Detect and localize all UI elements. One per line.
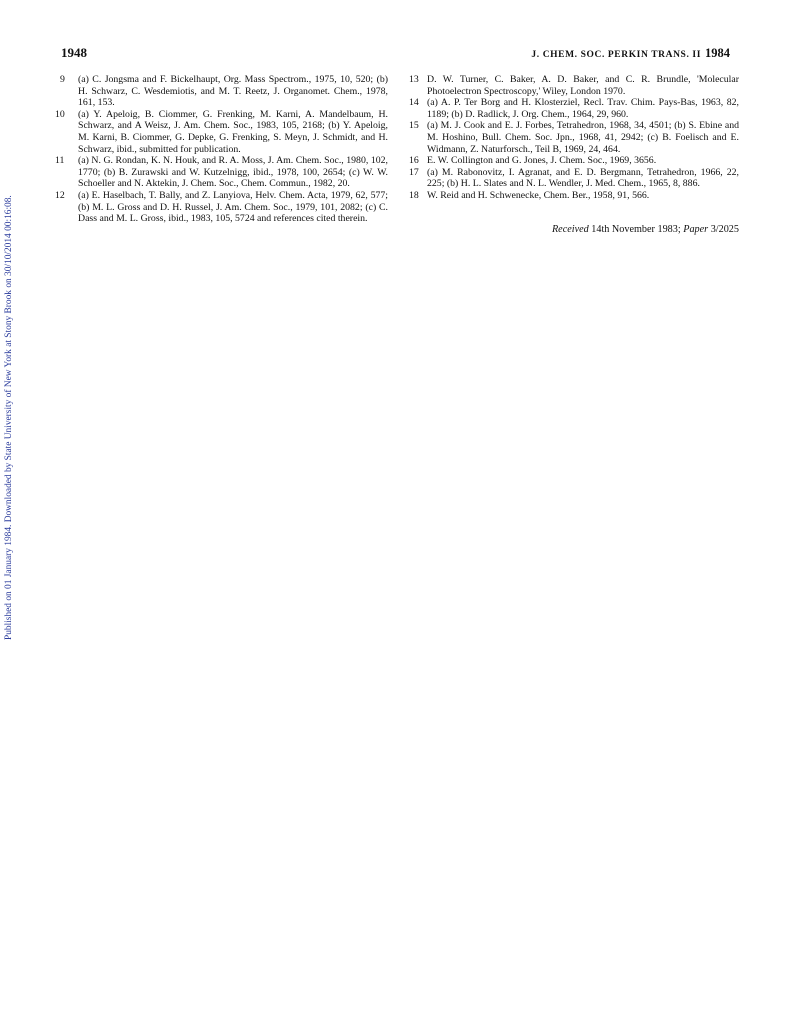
download-watermark — [0, 30, 20, 650]
page-header — [61, 45, 730, 61]
reference-item — [55, 189, 388, 225]
reference-number: 18 — [409, 189, 419, 201]
reference-text: (a) C. Jongsma and F. Bickelhaupt, Org. Mass Spectrom., 1975, 10, 520; (b) H. Schwarz, C. Wesdemiotis, and M. T. Reetz, J. Organomet. Chem., 1978, 161, 153. — [78, 74, 388, 109]
reference-number: 10 — [55, 108, 65, 120]
reference-text: (a) A. P. Ter Borg and H. Klosterziel, Recl. Trav. Chim. Pays-Bas, 1963, 82, 1189; (b) D. Radlick, J. Org. Chem., 1964, 29, 960. — [427, 97, 739, 120]
reference-number: 12 — [55, 189, 65, 201]
reference-number: 13 — [409, 74, 419, 85]
received-line — [409, 224, 739, 236]
reference-number: 11 — [55, 155, 65, 167]
reference-text: (a) E. Haselbach, T. Bally, and Z. Lanyiova, Helv. Chem. Acta, 1979, 62, 577; (b) M. L. Gross and D. H. Russel, J. Am. Chem. Soc., 1979, 101, 2082; (c) C. Dass and M. L. Gross, ibid., 1983, 105, 5724 and references cited therein. — [78, 189, 388, 225]
paper-label: Paper — [683, 223, 709, 235]
reference-text: (a) M. Rabonovitz, I. Agranat, and E. D. Bergmann, Tetrahedron, 1966, 22, 225; (b) H. L. Slates and N. L. Wendler, J. Med. Chem., 1965, 8, 886. — [427, 166, 739, 190]
reference-item — [409, 167, 739, 190]
reference-text: E. W. Collington and G. Jones, J. Chem. Soc., 1969, 3656. — [427, 155, 657, 167]
received-date: 14th November 1983; — [591, 223, 681, 235]
references-right-column — [409, 74, 739, 235]
reference-number: 16 — [409, 155, 419, 167]
reference-text: (a) N. G. Rondan, K. N. Houk, and R. A. Moss, J. Am. Chem. Soc., 1980, 102, 1770; (b) B. Zurawski and W. Kutzelnigg, ibid., 1978, 100, 2654; (c) W. W. Schoeller and N. Aktekin, J. Chem. Soc., Chem. Commun., 1982, 20. — [78, 155, 388, 190]
reference-item — [409, 97, 739, 120]
references-left-column — [55, 74, 388, 225]
journal-name: J. CHEM. SOC. PERKIN TRANS. II — [531, 50, 701, 60]
reference-number: 14 — [409, 97, 419, 109]
received-label: Received — [551, 223, 589, 235]
reference-number: 15 — [409, 120, 419, 132]
reference-item — [409, 155, 739, 167]
journal-year: 1984 — [705, 46, 730, 60]
paper-number: 3/2025 — [710, 223, 739, 235]
reference-item — [55, 108, 388, 155]
reference-item — [55, 155, 388, 190]
reference-text: W. Reid and H. Schwenecke, Chem. Ber., 1958, 91, 566. — [427, 189, 650, 201]
reference-number: 17 — [409, 166, 419, 178]
reference-item — [409, 74, 739, 97]
reference-item — [60, 74, 388, 109]
reference-item — [409, 190, 739, 202]
journal-title — [531, 46, 730, 61]
reference-text: D. W. Turner, C. Baker, A. D. Baker, and C. R. Brundle, 'Molecular Photoelectron Spectroscopy,' Wiley, London 1970. — [427, 74, 739, 97]
download-notice-text: Published on 01 January 1984. Downloaded by State University of New York at Stony Brook on 30/10/2014 00:16:08. — [4, 195, 14, 640]
reference-item — [409, 120, 739, 155]
reference-number: 9 — [60, 74, 65, 85]
page-number: 1948 — [61, 45, 87, 60]
reference-text: (a) Y. Apeloig, B. Ciommer, G. Frenking, M. Karni, A. Mandelbaum, H. Schwarz, and A Weisz, J. Am. Chem. Soc., 1983, 105, 2168; (b) Y. Apeloig, M. Karni, B. Ciommer, G. Depke, G. Frenking, S. Meyn, J. Schmidt, and H. Schwarz, ibid., submitted for publication. — [78, 108, 388, 155]
reference-text: (a) M. J. Cook and E. J. Forbes, Tetrahedron, 1968, 34, 4501; (b) S. Ebine and M. Hoshino, Bull. Chem. Soc. Jpn., 1968, 41, 2942; (c) B. Foelisch and E. Widmann, Z. Naturforsch., Teil B, 1969, 24, 464. — [427, 120, 739, 155]
